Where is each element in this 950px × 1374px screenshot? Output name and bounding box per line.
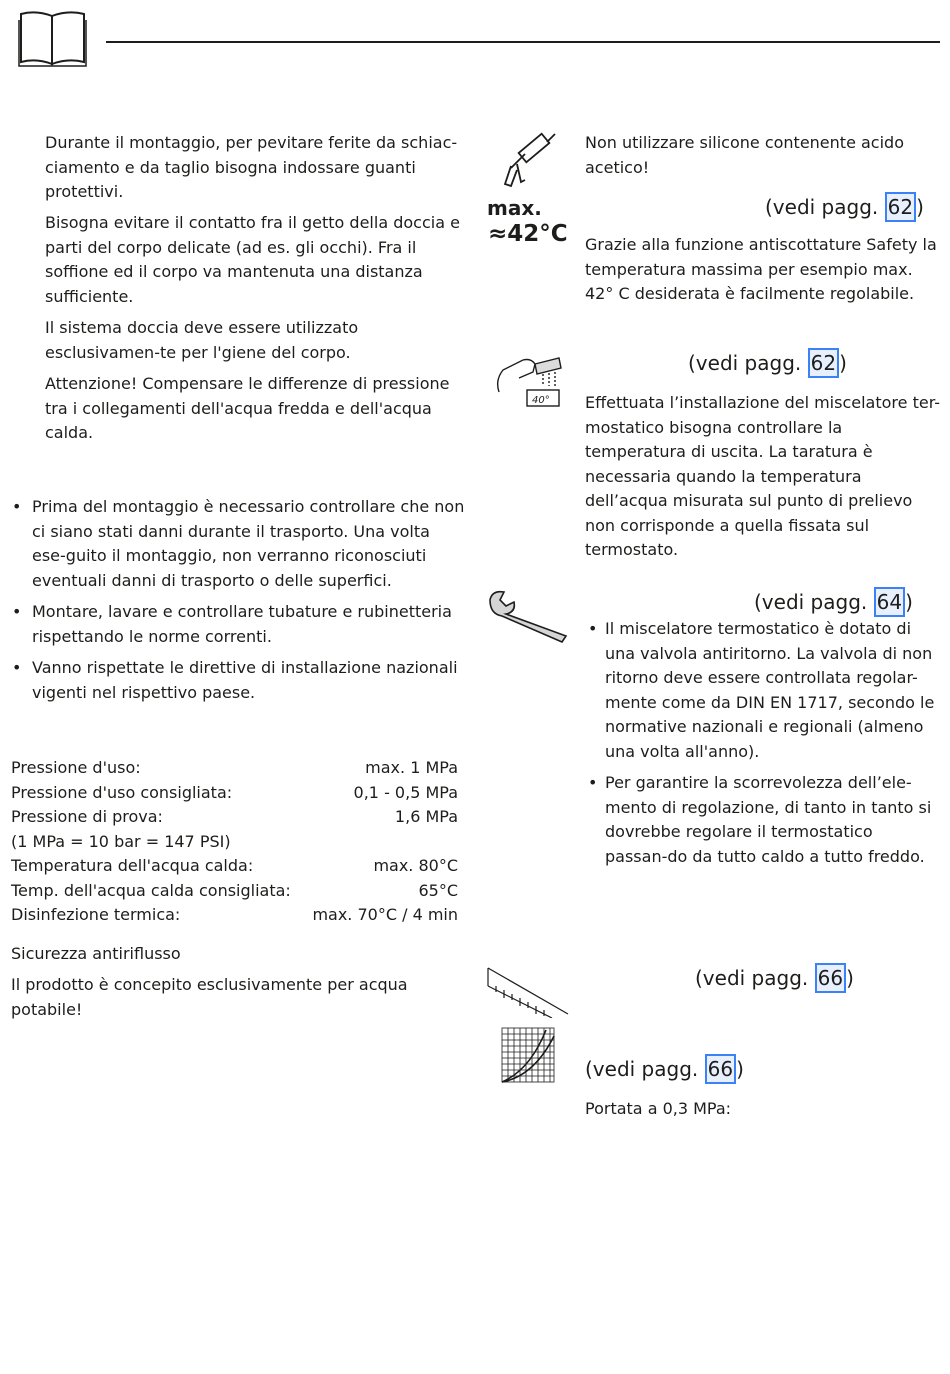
flow-rate-label: Portata a 0,3 MPa: xyxy=(585,1099,732,1118)
page-ref-dimensions: (vedi pagg. 66 ) xyxy=(695,963,854,993)
calibration-display-reading: 40° xyxy=(532,395,550,406)
page-ref-number[interactable]: 66 xyxy=(815,963,846,993)
flow-diagram-icon xyxy=(500,1026,556,1084)
safety-paragraph-pressure: Attenzione! Compensare le differenze di pressione tra i collegamenti dell'acqua fredda e dell'acqua calda. xyxy=(45,374,450,442)
ruler-dimensions-icon xyxy=(486,966,570,1018)
page-ref-flow-diagram: (vedi pagg. 66 ) xyxy=(585,1054,744,1084)
spec-row: Temp. dell'acqua calda consigliata: 65°C xyxy=(11,880,458,900)
spec-row: (1 MPa = 10 bar = 147 PSI) xyxy=(11,831,231,851)
calibration-text: Effettuata l’installazione del miscelatore ter-mostatico bisogna controllare la temperatura di uscita. La taratura è necessaria quando la temperatura dell’acqua misurata sul punto di prelievo non corrisponde a quella fissata sul termostato. xyxy=(585,393,941,559)
safety-paragraph-hygiene: Il sistema doccia deve essere utilizzato esclusivamen-te per l'giene del corpo. xyxy=(45,318,359,362)
spec-row: Pressione d'uso: max. 1 MPa xyxy=(11,758,458,777)
spec-row: Temperatura dell'acqua calda: max. 80°C xyxy=(11,856,458,875)
list-item: • Montare, lavare e controllare tubature e rubinetteria rispettando le norme correnti. xyxy=(12,600,467,649)
list-item: • Il miscelatore termostatico è dotato di una valvola antiritorno. La valvola di non ritorno deve essere controllata regolar-mente come da DIN EN 1717, secondo le normative nazionali e regionali (almeno una volta all'anno). xyxy=(588,617,940,764)
page-ref-number[interactable]: 62 xyxy=(885,192,916,222)
technical-specs-table xyxy=(11,756,458,928)
maintenance-list xyxy=(588,617,940,876)
manual-book-icon xyxy=(18,10,88,68)
page-ref-number[interactable]: 64 xyxy=(874,587,905,617)
page-ref-safety: (vedi pagg. 62 ) xyxy=(765,192,924,222)
page-ref-calibration: (vedi pagg. 62 ) xyxy=(688,348,847,378)
silicone-note: Non utilizzare silicone contenente acido acetico! xyxy=(585,133,904,177)
spec-row: Pressione d'uso consigliata: 0,1 - 0,5 MPa xyxy=(11,782,458,802)
list-item: • Vanno rispettate le direttive di installazione nazionali vigenti nel rispettivo paese. xyxy=(12,656,467,705)
page-ref-maintenance: (vedi pagg. 64 ) xyxy=(754,587,913,617)
safety-paragraph-gloves: Durante il montaggio, per pevitare ferite da schiac-ciamento e da taglio bisogna indossare guanti protettivi. xyxy=(45,133,458,201)
safety-function-text: Grazie alla funzione antiscottature Safety la temperatura massima per esempio max. 42° C desiderata è facilmente regolabile. xyxy=(585,235,937,303)
list-item: • Prima del montaggio è necessario controllare che non ci siano stati danni durante il trasporto. Una volta ese-guito il montaggio, non verranno riconosciuti eventuali danni di trasporto o delle superfici. xyxy=(12,495,467,593)
max-temperature-label: ≈42°C xyxy=(488,221,568,247)
backflow-label: Sicurezza antiriflusso xyxy=(11,944,181,963)
page-ref-number[interactable]: 66 xyxy=(705,1054,736,1084)
header-rule xyxy=(106,41,940,43)
spec-row: Disinfezione termica: max. 70°C / 4 min xyxy=(11,905,458,924)
page-ref-number[interactable]: 62 xyxy=(808,348,839,378)
max-label: max. xyxy=(487,196,542,220)
install-notes-list xyxy=(12,495,467,712)
potable-water-note: Il prodotto è concepito esclusivamente per acqua potabile! xyxy=(11,975,408,1019)
safety-paragraph-jet: Bisogna evitare il contatto fra il getto della doccia e parti del corpo delicate (ad es. gli occhi). Fra il soffione ed il corpo va mantenuta una distanza sufficiente. xyxy=(45,213,460,306)
list-item: • Per garantire la scorrevolezza dell’ele-mento di regolazione, di tanto in tanto si dovrebbe regolare il termostatico passan-do da tutto caldo a tutto freddo. xyxy=(588,771,940,869)
spec-row: Pressione di prova: 1,6 MPa xyxy=(11,807,458,826)
silicone-gun-icon xyxy=(497,130,561,190)
wrench-icon xyxy=(486,588,572,644)
thermostat-calibration-icon xyxy=(493,352,563,410)
